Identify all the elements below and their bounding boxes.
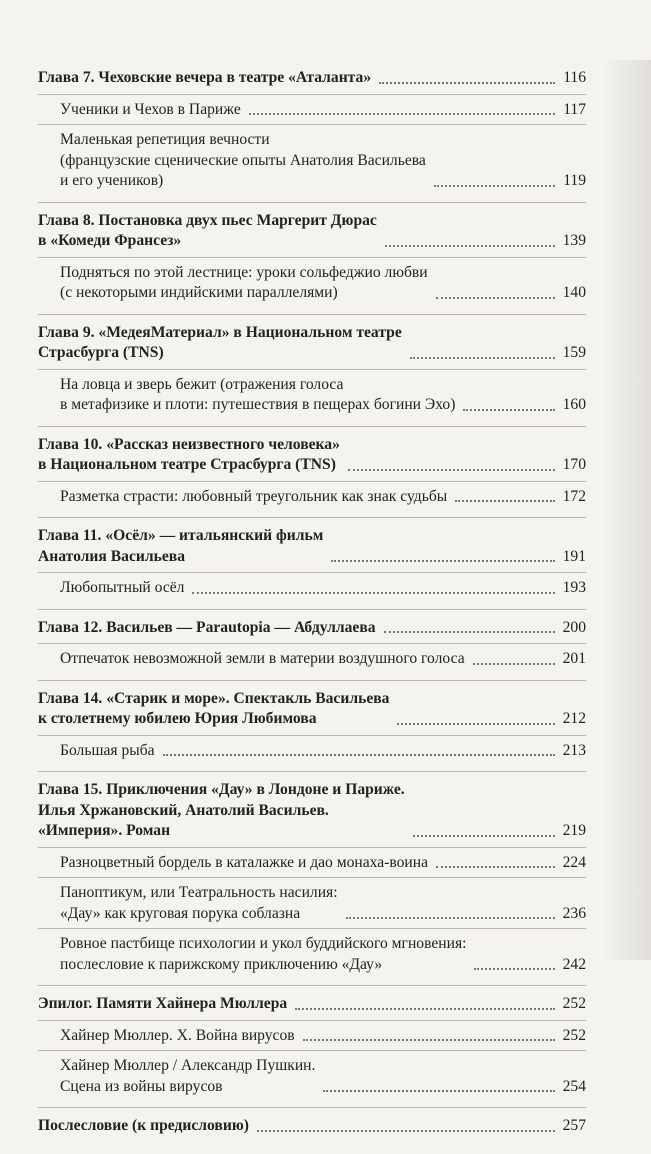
entry-title-line: Глава 15. Приключения «Дау» в Лондоне и Париже. (38, 781, 405, 798)
dot-leader (303, 1039, 555, 1041)
entry-title-line: Глава 8. Постановка двух пьес Маргерит Дюрас (38, 211, 377, 229)
entry-title-line: Анатолия Васильева (38, 547, 185, 565)
page-number: 219 (562, 822, 586, 839)
dot-leader (346, 917, 555, 919)
dot-leader (385, 245, 555, 247)
sub-entry (38, 257, 586, 308)
sub-entry (38, 94, 586, 125)
entry-title-line: и его учеников) (60, 172, 164, 189)
dot-leader (249, 113, 555, 115)
entry-title (38, 435, 340, 476)
entry-title-line: Ровное пастбище психологии и укол буддийского мгновения: (60, 935, 467, 952)
page-number: 200 (562, 618, 586, 636)
chapter-heading (38, 323, 586, 369)
table-of-contents (38, 60, 586, 1154)
page-number: 140 (562, 284, 586, 301)
entry-title (38, 1116, 249, 1137)
entry-title-line: Илья Хржановский, Анатолий Васильев. (38, 801, 329, 819)
dot-leader (257, 1130, 555, 1132)
dot-leader (331, 560, 554, 562)
dot-leader (379, 82, 555, 84)
sub-entry (38, 369, 586, 420)
entry-title-line: Глава 14. «Старик и море». Спектакль Васильева (38, 689, 390, 707)
chapter-heading (38, 68, 586, 94)
page-number: 139 (562, 232, 586, 249)
dot-leader (455, 500, 554, 502)
dot-leader (410, 357, 555, 359)
entry-title (38, 689, 389, 730)
entry-title (60, 1056, 315, 1097)
entry-title-line: Ученики и Чехов в Париже (60, 100, 241, 118)
dot-leader (463, 409, 554, 411)
chapter-heading (38, 526, 586, 572)
page-number: 242 (562, 955, 586, 973)
chapter-heading (38, 1116, 586, 1142)
entry-title-line: Эпилог. Памяти Хайнера Мюллера (38, 995, 288, 1012)
sub-entry (38, 124, 586, 196)
entry-title-line: в «Комеди Франсез» (38, 232, 182, 249)
chapter-block (38, 1116, 586, 1148)
page-number: 252 (562, 1026, 586, 1044)
chapter-block (38, 435, 586, 519)
entry-title-line: в Национальном театре Страсбурга (TNS) (38, 456, 336, 473)
page-number: 119 (563, 172, 586, 189)
entry-title (60, 741, 155, 762)
dot-leader (436, 297, 555, 299)
entry-title (60, 578, 184, 599)
page-number: 116 (563, 69, 586, 86)
sub-entry (38, 1050, 586, 1101)
entry-title-line: Паноптикум, или Театральность насилия: (60, 884, 338, 901)
chapter-heading (38, 618, 586, 644)
entry-title-line: На ловца и зверь бежит (отражения голоса (60, 375, 344, 393)
entry-title-line: «Дау» как круговая порука соблазна (60, 904, 301, 922)
entry-title-line: Любопытный осёл (60, 579, 185, 596)
entry-title (60, 375, 455, 416)
entry-title-line: Разметка страсти: любовный треугольник как знак судьбы (60, 487, 448, 505)
entry-title (60, 100, 241, 121)
dot-leader (413, 835, 555, 837)
entry-title-line: Послесловие (к предисловию) (38, 1117, 249, 1134)
chapter-block (38, 323, 586, 427)
chapter-block (38, 780, 586, 986)
chapter-block (38, 618, 586, 681)
entry-title-line: Глава 11. «Осёл» — итальянский фильм (38, 527, 324, 544)
page-bleed-through (601, 60, 651, 960)
sub-entry (38, 847, 586, 878)
sub-entry (38, 735, 586, 766)
dot-leader (323, 1090, 554, 1092)
page-number: 160 (562, 396, 586, 413)
sub-entry (38, 481, 586, 512)
entry-title-line: Маленькая репетиция вечности (60, 131, 270, 148)
entry-title (60, 263, 428, 304)
page-number: 236 (562, 904, 586, 922)
entry-title-line: Подняться по этой лестнице: уроки сольфеджио любви (60, 263, 428, 281)
sub-entry (38, 877, 586, 928)
entry-title-line: Разноцветный бордель в каталажке и дао монаха-воина (60, 853, 429, 871)
entry-title-line: Страсбурга (TNS) (38, 344, 164, 361)
entry-title (60, 487, 447, 508)
entry-title (60, 1026, 295, 1047)
page-number: 254 (562, 1077, 586, 1095)
sub-entry (38, 572, 586, 603)
dot-leader (474, 968, 554, 970)
page-number: 193 (562, 579, 586, 596)
chapter-heading (38, 211, 586, 257)
entry-title-line: послесловие к парижскому приключению «Дау» (60, 955, 383, 973)
entry-title-line: Отпечаток невозможной земли в материи воздушного голоса (60, 650, 465, 667)
entry-title (38, 68, 371, 89)
page-number: 252 (562, 995, 586, 1012)
dot-leader (295, 1008, 554, 1010)
chapter-heading (38, 689, 586, 735)
entry-title-line: Сцена из войны вирусов (60, 1077, 223, 1095)
sub-entry (38, 1020, 586, 1051)
entry-title (38, 618, 376, 639)
chapter-block (38, 211, 586, 315)
entry-title (60, 130, 426, 192)
page-number: 191 (562, 547, 586, 565)
dot-leader (348, 469, 555, 471)
page-number: 172 (562, 487, 586, 505)
dot-leader (163, 754, 555, 756)
entry-title (38, 211, 377, 252)
entry-title-line: Хайнер Мюллер. Х. Война вирусов (60, 1026, 295, 1044)
entry-title (38, 323, 402, 364)
page-number: 159 (562, 344, 586, 361)
entry-title-line: Глава 10. «Рассказ неизвестного человека» (38, 435, 340, 453)
entry-title-line: Большая рыба (60, 741, 155, 759)
entry-title (60, 934, 466, 975)
page-number: 213 (562, 741, 586, 759)
entry-title-line: «Империя». Роман (38, 822, 171, 839)
entry-title-line: к столетнему юбилею Юрия Любимова (38, 710, 317, 727)
dot-leader (192, 592, 554, 594)
entry-title (38, 780, 405, 842)
page-number: 257 (562, 1117, 586, 1134)
entry-title (60, 883, 338, 924)
chapter-block (38, 68, 586, 203)
entry-title-line: (с некоторыми индийскими параллелями) (60, 284, 338, 301)
entry-title (60, 853, 428, 874)
dot-leader (473, 663, 555, 665)
dot-leader (436, 866, 555, 868)
dot-leader (384, 631, 555, 633)
entry-title-line: Глава 7. Чеховские вечера в театре «Аталанта» (38, 69, 372, 86)
sub-entry (38, 643, 586, 674)
chapter-heading (38, 780, 586, 847)
chapter-heading (38, 435, 586, 481)
entry-title (38, 994, 287, 1015)
entry-title (60, 649, 465, 670)
chapter-block (38, 526, 586, 610)
page-number: 212 (562, 710, 586, 727)
page-number: 170 (562, 456, 586, 473)
entry-title-line: Глава 9. «МедеяМатериал» в Национальном театре (38, 323, 402, 341)
dot-leader (434, 185, 555, 187)
entry-title-line: в метафизике и плоти: путешествия в пещерах богини Эхо) (60, 396, 456, 413)
page-number: 201 (562, 650, 586, 667)
page-number: 117 (563, 100, 586, 118)
entry-title-line: (французские сценические опыты Анатолия Васильева (60, 151, 426, 169)
chapter-block (38, 994, 586, 1108)
chapter-block (38, 689, 586, 773)
page-number: 224 (562, 853, 586, 871)
entry-title (38, 526, 323, 567)
dot-leader (397, 723, 554, 725)
entry-title-line: Глава 12. Васильев — Parautopia — Абдуллаева (38, 618, 376, 636)
chapter-heading (38, 994, 586, 1020)
sub-entry (38, 928, 586, 979)
entry-title-line: Хайнер Мюллер / Александр Пушкин. (60, 1057, 316, 1074)
